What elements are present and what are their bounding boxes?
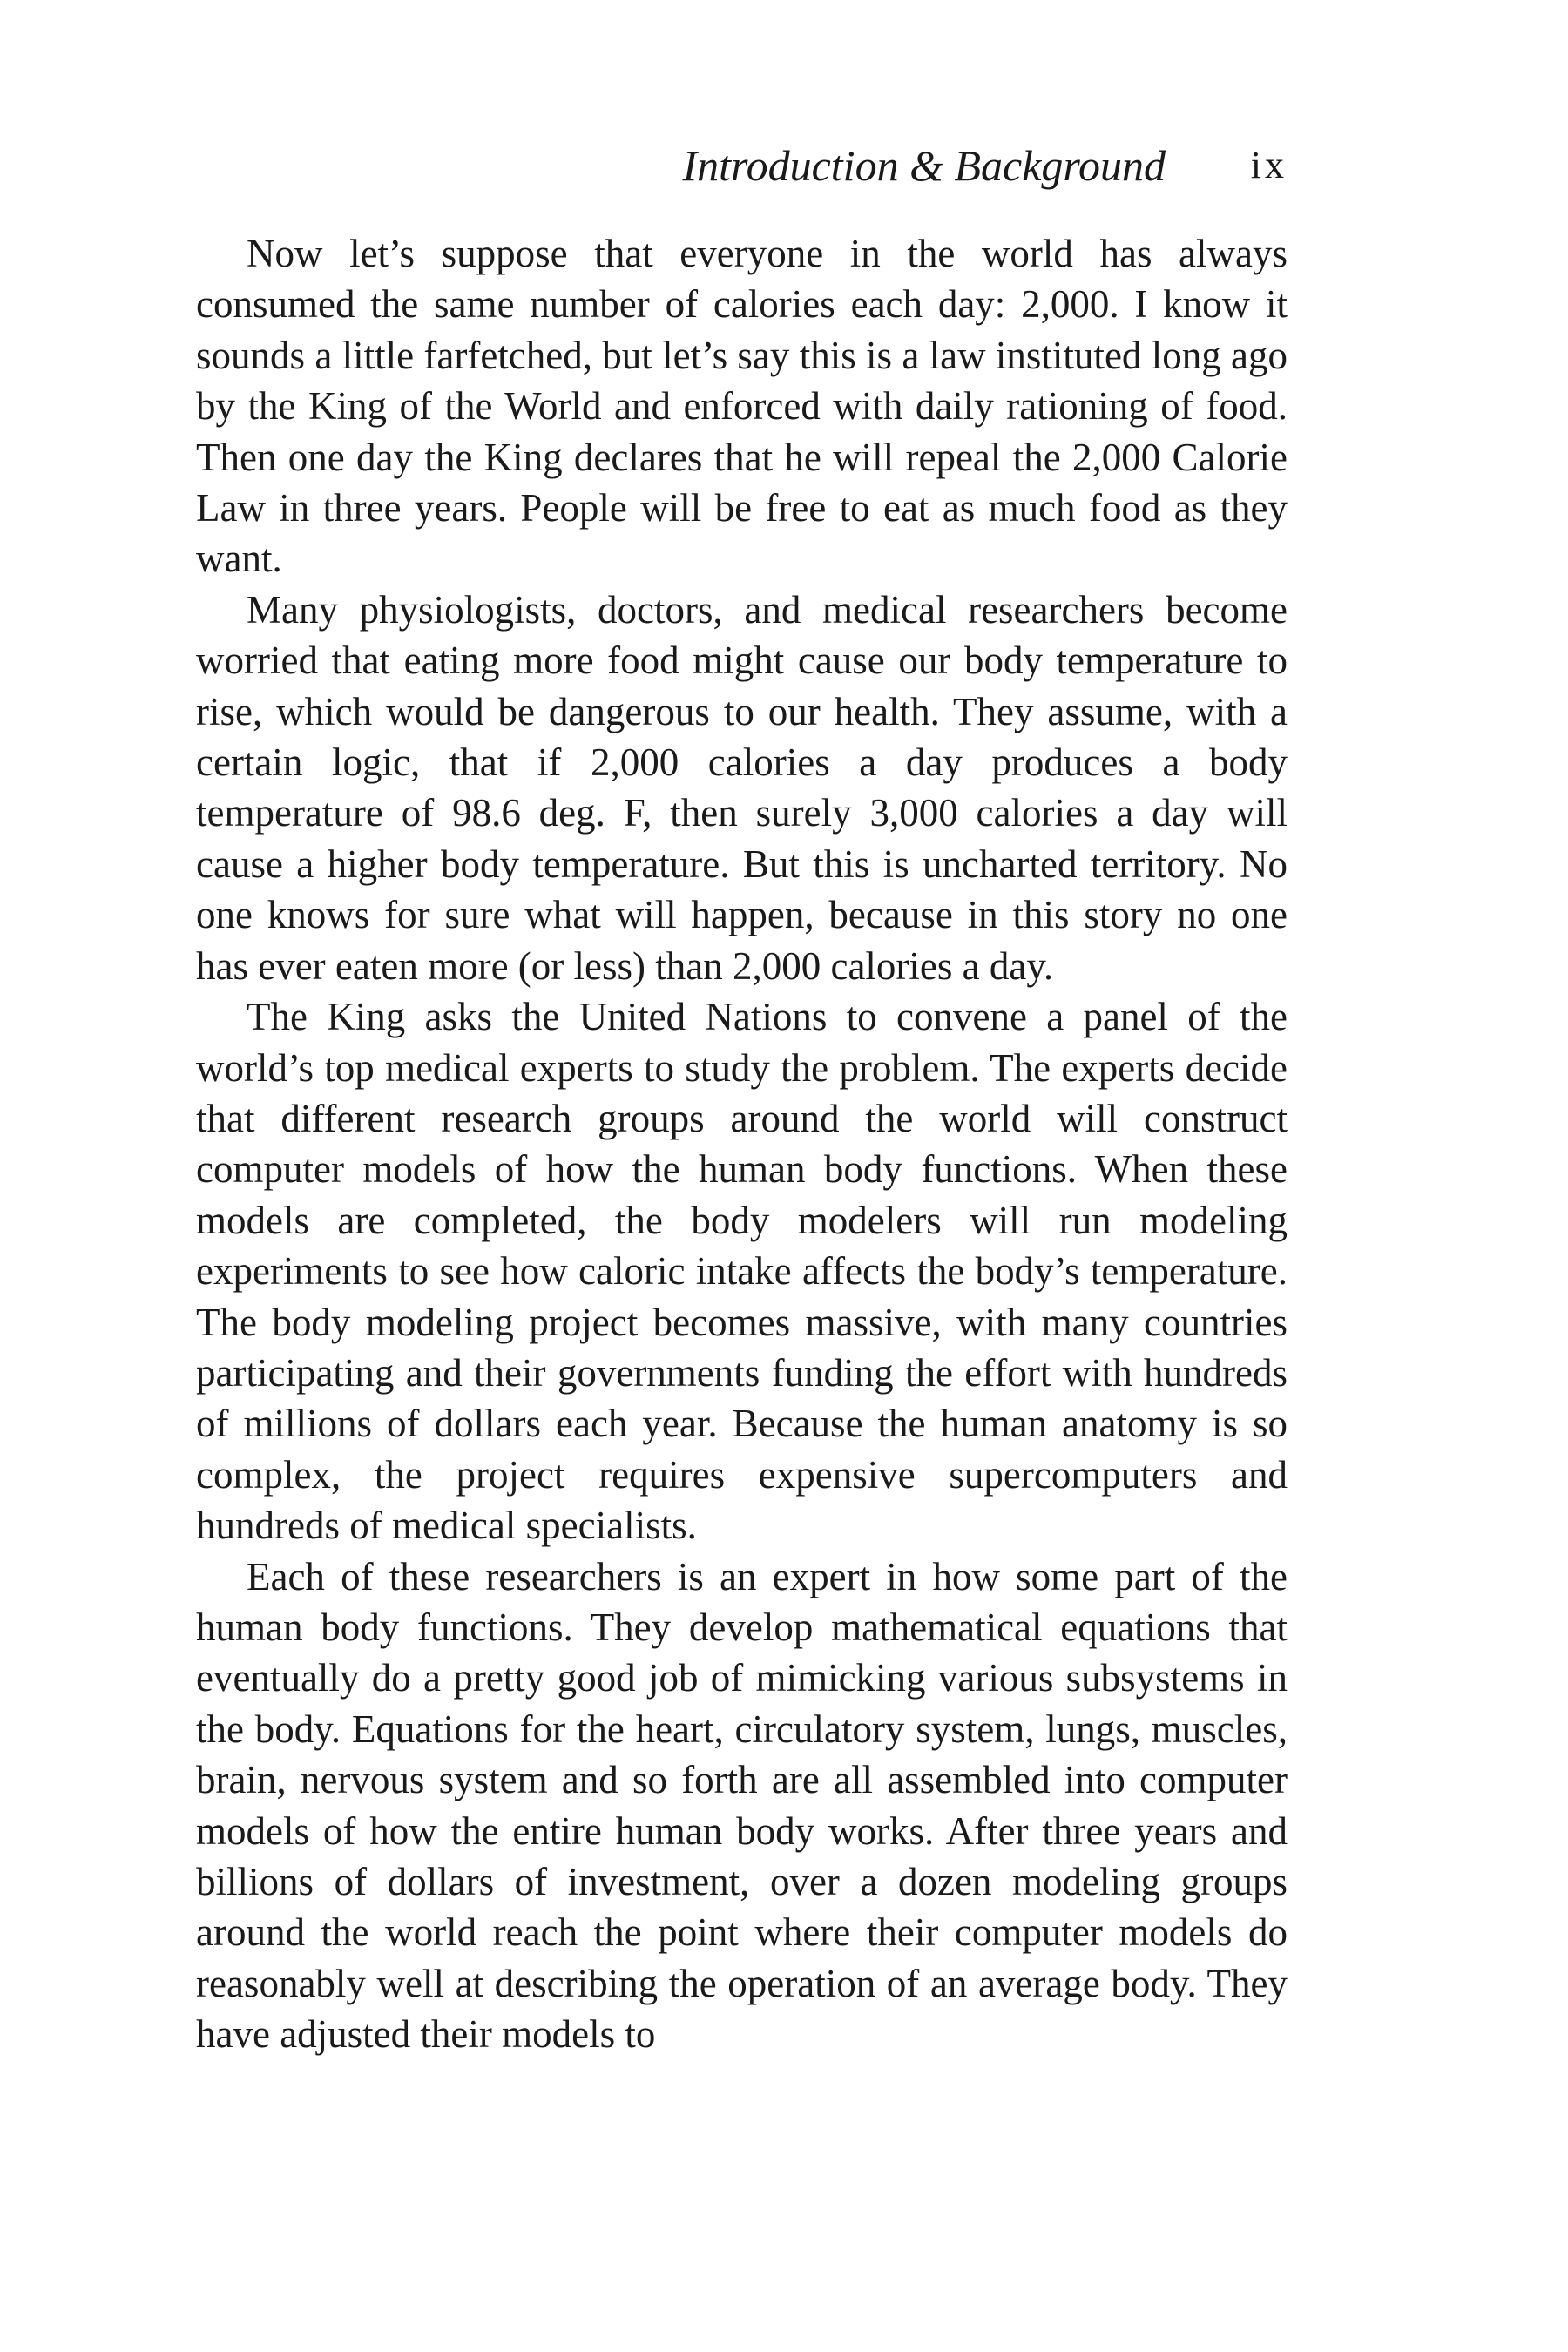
body-text: [196, 228, 1288, 2060]
paragraph-calorie-law: Now let’s suppose that everyone in the world has always consumed the same number of calories each day: 2,000. I know it sounds a little farfetched, but let’s say this is a law instituted long ago by the King of the World and enforced with daily rationing of food. Then one day the King declares that he will repeal the 2,000 Calorie Law in three years. People will be free to eat as much food as they want.: [196, 232, 1288, 581]
page-number: ix: [1250, 144, 1288, 186]
paragraph-body-models: Each of these researchers is an expert in how some part of the human body functions. They develop mathematical equations that eventually do a pretty good job of mimicking various subsystems in the body. Equations for the heart, circulatory system, lungs, muscles, brain, nervous system and so forth are all assembled into computer models of how the entire human body works. After three years and billions of dollars of investment, over a dozen modeling groups around the world reach the point where their computer models do reasonably well at describing the operation of an average body. They have adjusted their models to: [196, 1554, 1288, 2057]
paragraph-researchers-worry: Many physiologists, doctors, and medical researchers become worried that eating more food might cause our body temperature to rise, which would be dangerous to our health. They assume, with a certain logic, that if 2,000 calories a day produces a body temperature of 98.6 deg. F, then surely 3,000 calories a day will cause a higher body temperature. But this is uncharted territory. No one knows for sure what will happen, because in this story no one has ever eaten more (or less) than 2,000 calories a day.: [196, 587, 1288, 988]
running-head: [196, 131, 1288, 200]
running-title: Introduction & Background: [682, 141, 1166, 190]
paragraph-un-panel: The King asks the United Nations to convene a panel of the world’s top medical experts to study the problem. The experts decide that different research groups around the world will construct computer models of how the human body functions. When these models are completed, the body modelers will run modeling experiments to see how caloric intake affects the body’s temperature. The body modeling project becomes massive, with many countries participating and their governments funding the effort with hundreds of millions of dollars each year. Because the human anatomy is so complex, the project requires expensive supercomputers and hundreds of medical specialists.: [196, 995, 1288, 1548]
